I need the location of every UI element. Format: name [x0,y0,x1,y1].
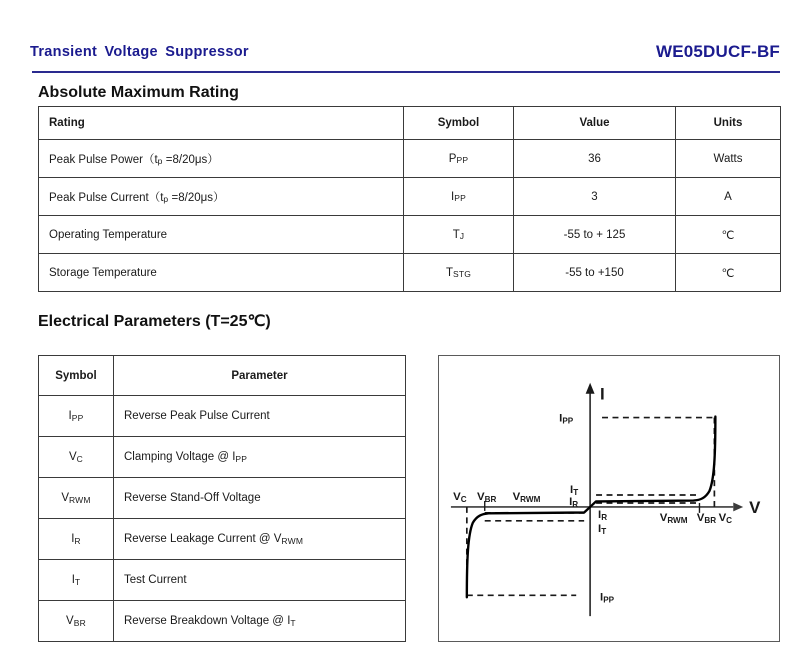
parameter-symbol-sub: T [290,617,296,628]
column-header-units: Units [676,107,781,140]
annotation-vrwm-positive: VRWM [659,511,688,526]
annotation-ir-negative: IR [598,508,608,523]
cell-rating [39,216,404,254]
page-header [0,44,800,78]
symbol-main: T [445,266,453,279]
parameter-text: Test Current [124,574,187,586]
column-header-rating: Rating [39,107,404,140]
rating-text-pre: Peak Pulse Current（t [49,191,164,204]
table-row [39,478,406,519]
table-header-row [39,107,781,140]
cell-value: -55 to +150 [514,254,676,292]
cell-symbol [39,478,114,519]
parameter-text: Reverse Peak Pulse Current [124,410,270,422]
cell-symbol [39,519,114,560]
parameter-symbol-main: I [287,615,291,627]
cell-units: Watts [676,140,781,178]
cell-value: 3 [514,178,676,216]
cell-rating [39,178,404,216]
cell-parameter [114,560,406,601]
rating-text-sub: p [163,194,169,205]
header-divider [32,71,780,73]
section-title-electrical-parameters: Electrical Parameters (T=25℃) [38,313,271,330]
symbol-main: V [66,615,74,627]
symbol-main: V [61,492,69,504]
rating-text-post: =8/20μs） [162,153,219,166]
annotation-vbr-negative: VBR [477,490,497,505]
parameter-text: Reverse Leakage Current @ [124,533,274,545]
column-header-value: Value [514,107,676,140]
rating-text-pre: Peak Pulse Power（t [49,153,158,166]
document-title: Transient Voltage Suppressor [30,44,249,60]
column-header-symbol: Symbol [404,107,514,140]
cell-parameter [114,396,406,437]
rating-text-post: =8/20μs） [168,191,225,204]
annotation-it-negative: IT [598,522,607,536]
rating-text-pre: Storage Temperature [49,266,157,279]
table-row [39,560,406,601]
part-number: WE05DUCF-BF [655,42,780,61]
electrical-parameters-table [38,355,406,642]
cell-units: A [676,178,781,216]
symbol-sub: R [74,535,81,546]
column-header-parameter: Parameter [114,356,406,396]
cell-symbol [404,140,514,178]
symbol-main: V [68,451,77,463]
parameter-text: Reverse Breakdown Voltage @ [124,615,288,627]
symbol-sub: PP [454,193,466,204]
annotation-ipp-positive: IPP [559,412,574,426]
annotation-ir-positive: IR [569,495,579,510]
symbol-sub: PP [456,155,469,166]
annotation-ipp-negative: IPP [600,591,615,605]
cell-symbol [404,254,514,292]
cell-parameter [114,601,406,642]
symbol-main: I [451,190,455,203]
cell-symbol [404,216,514,254]
axis-label-current: I [600,384,605,404]
parameter-symbol-main: I [232,451,236,463]
annotation-vc-positive: VC [718,511,733,526]
symbol-main: P [448,152,457,165]
parameter-symbol-main: V [273,533,282,545]
table-row [39,140,781,178]
cell-value: 36 [514,140,676,178]
table-row [39,519,406,560]
symbol-sub: J [459,231,465,242]
section-title-absolute-maximum-rating: Absolute Maximum Rating [38,84,239,101]
iv-curve-svg [439,356,779,641]
parameter-symbol-sub: PP [235,453,248,464]
table-row [39,437,406,478]
symbol-sub: RWM [68,494,91,505]
cell-rating [39,254,404,292]
table-row [39,178,781,216]
cell-symbol [39,560,114,601]
symbol-sub: PP [71,412,84,423]
table-header-row [39,356,406,396]
cell-symbol [39,601,114,642]
symbol-main: T [452,228,460,241]
parameter-symbol-sub: RWM [281,535,304,546]
cell-parameter [114,437,406,478]
annotation-vbr-positive: VBR [696,511,717,526]
symbol-sub: STG [452,269,472,280]
absolute-maximum-rating-table [38,106,781,292]
cell-units: ℃ [676,254,781,292]
cell-units: ℃ [676,216,781,254]
symbol-main: I [71,574,75,586]
rating-text-pre: Operating Temperature [49,228,168,241]
table-row [39,396,406,437]
rating-text-sub: p [157,156,163,167]
symbol-sub: C [76,453,83,464]
cell-symbol [39,437,114,478]
symbol-main: I [68,410,72,422]
column-header-symbol: Symbol [39,356,114,396]
iv-characteristic-graph [438,355,780,642]
cell-symbol [404,178,514,216]
parameter-text: Reverse Stand-Off Voltage [124,492,261,504]
parameter-text: Clamping Voltage @ [124,451,233,463]
annotation-vc-negative: VC [453,490,467,505]
table-row [39,601,406,642]
cell-value: -55 to + 125 [514,216,676,254]
cell-parameter [114,478,406,519]
axis-label-voltage: V [749,497,761,517]
annotation-it-positive: IT [570,484,579,498]
cell-symbol [39,396,114,437]
table-row [39,254,781,292]
cell-rating [39,140,404,178]
symbol-main: I [71,533,75,545]
symbol-sub: T [74,576,81,587]
annotation-vrwm-negative: VRWM [512,490,541,505]
symbol-sub: BR [73,617,86,628]
table-row [39,216,781,254]
cell-parameter [114,519,406,560]
